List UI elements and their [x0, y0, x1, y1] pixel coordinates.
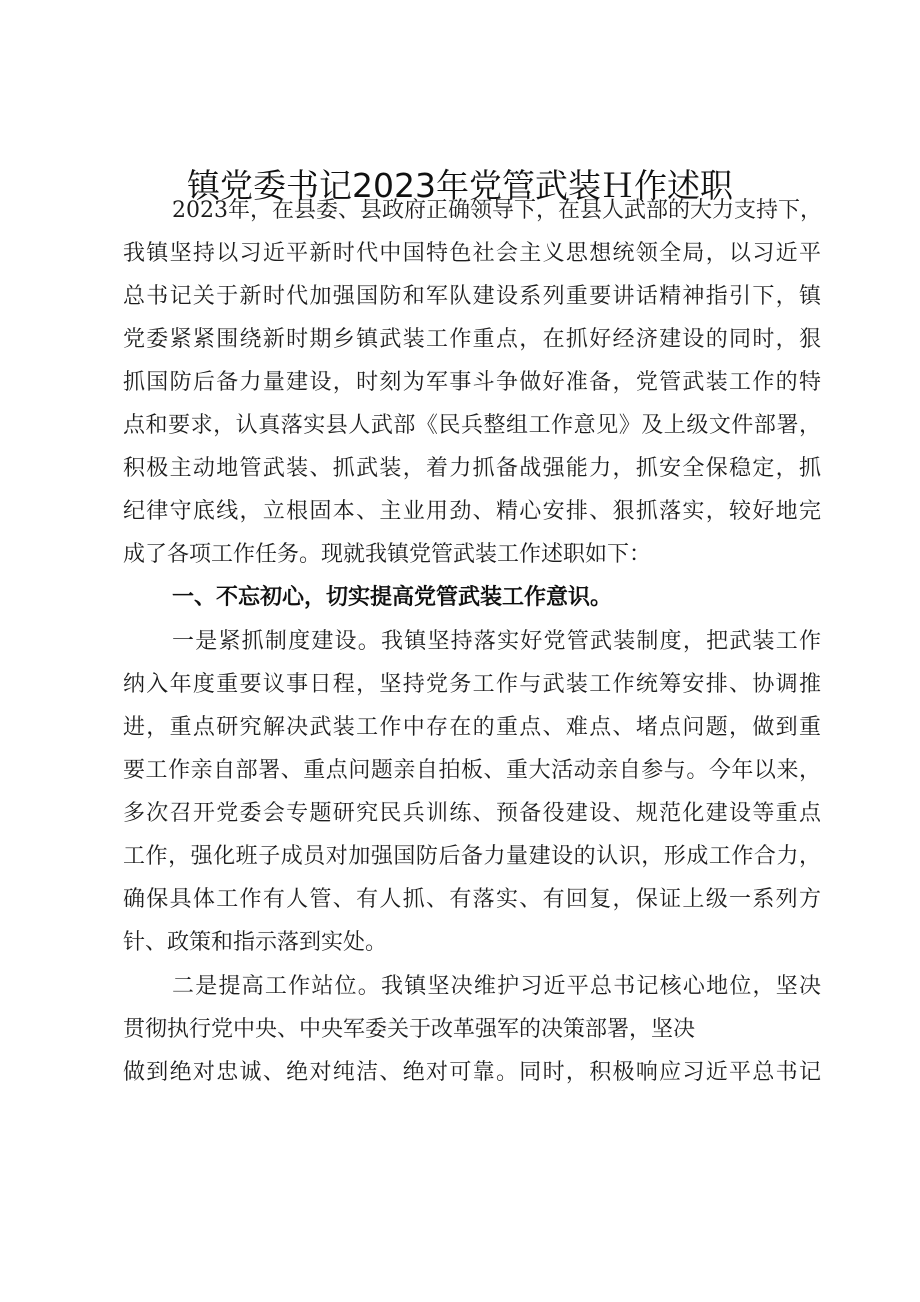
paragraph-1-line-3: 总书记关于新时代加强国防和军队建设系列重要讲话精神指引下，镇	[123, 284, 821, 309]
section-1-heading: 一、不忘初心，切实提高党管武装工作意识。	[172, 585, 613, 610]
paragraph-3-line-2: 贯彻执行党中央、中央军委关于改革强军的决策部署，坚决	[123, 1017, 696, 1042]
paragraph-1-line-4: 党委紧紧围绕新时期乡镇武装工作重点，在抓好经济建设的同时，狠	[123, 327, 821, 352]
paragraph-1-line-6: 点和要求，认真落实县人武部《民兵整组工作意见》及上级文件部署，	[123, 413, 821, 438]
paragraph-2-line-2: 纳入年度重要议事日程，坚持党务工作与武装工作统筹安排、协调推	[123, 672, 821, 697]
paragraph-3-line-1: 二是提高工作站位。我镇坚决维护习近平总书记核心地位，坚决	[172, 974, 821, 999]
paragraph-1-line-9: 成了各项工作任务。现就我镇党管武装工作述职如下：	[123, 542, 652, 567]
document-title: 镇党委书记2023年党管武装Ｈ作述职	[187, 166, 733, 205]
paragraph-2-line-8: 针、政策和指示落到实处。	[123, 930, 388, 955]
paragraph-1-line-5: 抓国防后备力量建设，时刻为军事斗争做好准备，党管武装工作的特	[123, 370, 821, 395]
paragraph-1-line-8: 纪律守底线，立根固本、主业用劲、精心安排、狠抓落实，较好地完	[123, 499, 821, 524]
paragraph-2-line-1: 一是紧抓制度建设。我镇坚持落实好党管武装制度，把武装工作	[172, 629, 821, 654]
paragraph-1-line-2: 我镇坚持以习近平新时代中国特色社会主义思想统领全局，以习近平	[123, 241, 821, 266]
paragraph-2-line-6: 工作，强化班子成员对加强国防后备力量建设的认识，形成工作合力，	[123, 844, 821, 869]
paragraph-2-line-7: 确保具体工作有人管、有人抓、有落实、有回复，保证上级一系列方	[123, 887, 821, 912]
paragraph-1-line-7: 积极主动地管武装、抓武装，着力抓备战强能力，抓安全保稳定，抓	[123, 456, 821, 481]
paragraph-2-line-4: 要工作亲自部署、重点问题亲自拍板、重大活动亲自参与。今年以来，	[123, 758, 821, 783]
paragraph-1-line-1: 2023年，在县委、县政府正确领导下，在县人武部的大力支持下，	[172, 198, 822, 223]
paragraph-3-line-3: 做到绝对忠诚、绝对纯洁、绝对可靠。同时，积极响应习近平总书记	[123, 1060, 821, 1085]
paragraph-2-line-3: 进，重点研究解决武装工作中存在的重点、难点、堵点问题，做到重	[123, 715, 821, 740]
paragraph-2-line-5: 多次召开党委会专题研究民兵训练、预备役建设、规范化建设等重点	[123, 801, 821, 826]
